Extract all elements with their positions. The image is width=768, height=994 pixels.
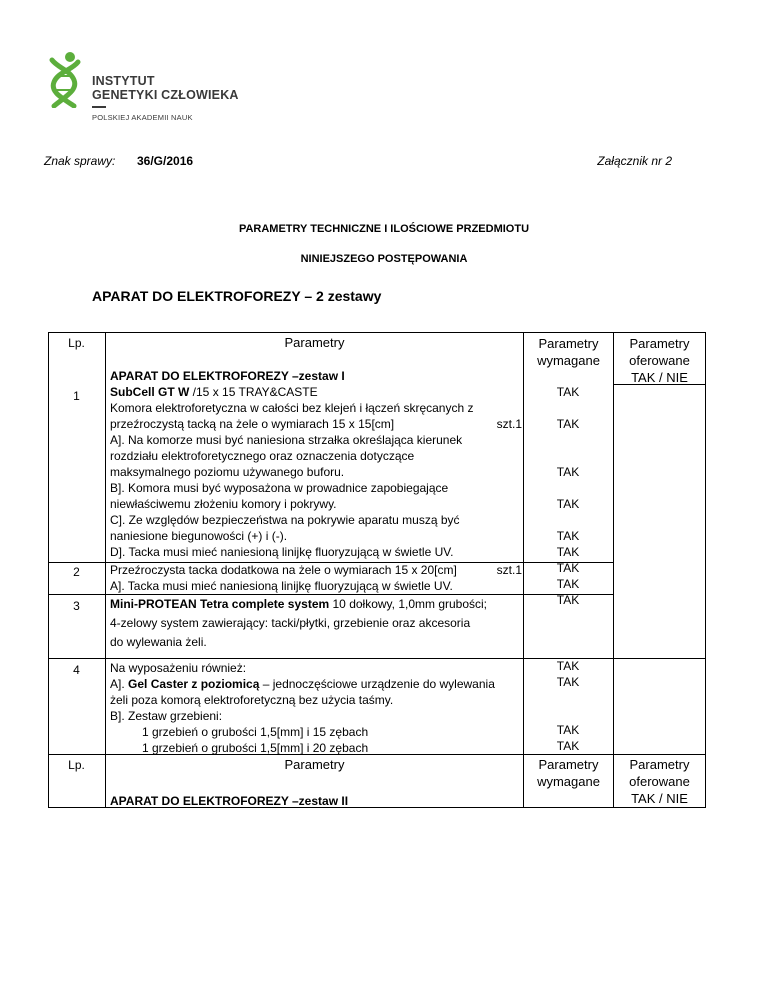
header-parameters: Parametry (284, 335, 345, 350)
header-offered-repeat (614, 756, 705, 807)
tak-12: TAK (556, 723, 580, 737)
row-1-line-7: B]. Komora musi być wyposażona w prowadnice zapobiegające (110, 481, 449, 495)
row-1-product-detail: /15 x 15 TRAY&CASTE (189, 385, 318, 399)
table-border-top (48, 332, 706, 333)
case-label: Znak sprawy: (44, 154, 116, 168)
row-4-line-4: B]. Zestaw grzebieni: (110, 709, 223, 723)
header-lp: Lp. (68, 336, 85, 350)
row-3-line-2: 4-zelowy system zawierający: tacki/płytki, grzebienie oraz akcesoria (110, 616, 471, 630)
tak-6: TAK (556, 545, 580, 559)
row-number-1: 1 (73, 389, 80, 403)
row-4-item-a-detail: – jednoczęściowe urządzenie do wylewania (259, 677, 495, 691)
row-3-product-name: Mini-PROTEAN Tetra complete system (110, 597, 330, 611)
header-required (524, 335, 613, 369)
column-divider-lp (105, 332, 106, 808)
tak-9: TAK (556, 593, 580, 607)
header-required-line-1: Parametry (538, 336, 599, 351)
row-1-line-9: C]. Ze względów bezpieczeństwa na pokrywie aparatu muszą być (110, 513, 460, 527)
row-number-3: 3 (73, 599, 80, 613)
document-title-line-1: PARAMETRY TECHNICZNE I ILOŚCIOWE PRZEDMIOTU (238, 223, 530, 235)
row-1-line-10: naniesione biegunowości (+) i (-). (110, 529, 288, 543)
row-1-line-2: Komora elektroforetyczna w całości bez klejeń i łączeń skręcanych z (110, 401, 474, 415)
tak-5: TAK (556, 529, 580, 543)
row-4-line-1: Na wyposażeniu również: (110, 661, 247, 675)
tak-7: TAK (556, 561, 580, 575)
row-1-spec (110, 384, 520, 560)
header-parameters-repeat: Parametry (284, 757, 345, 772)
row-4-line-3: żeli poza komorą elektroforetyczną bez użycia taśmy. (110, 693, 394, 707)
document-title-line-2: NINIEJSZEGO POSTĘPOWANIA (300, 253, 468, 265)
header-required-repeat-line-2: wymagane (537, 774, 600, 789)
row-4-comb-2: 1 grzebień o grubości 1,5[mm] i 20 zębach (142, 741, 369, 755)
row-4-spec (110, 660, 520, 756)
row-3-product-detail: 10 dołkowy, 1,0mm grubości; (329, 597, 488, 611)
header-required-line-2: wymagane (537, 353, 600, 368)
row-1-line-4: A]. Na komorze musi być naniesiona strzałka określająca kierunek (110, 433, 463, 447)
logo-line-3: POLSKIEJ AKADEMII NAUK (92, 113, 193, 122)
row-number-4: 4 (73, 663, 80, 677)
row-4-comb-1: 1 grzebień o grubości 1,5[mm] i 15 zębach (142, 725, 369, 739)
header-required-repeat-line-1: Parametry (538, 757, 599, 772)
logo-line-1: INSTYTUT (92, 74, 155, 88)
row-3-spec (110, 595, 520, 652)
parameters-table (48, 332, 706, 808)
tak-10: TAK (556, 659, 580, 673)
row-1-product-name: SubCell GT W (110, 385, 190, 399)
row-1-line-8: niewłaściwemu złożeniu komory i pokrywy. (110, 497, 337, 511)
set-1-title: APARAT DO ELEKTROFOREZY –zestaw I (110, 369, 345, 383)
logo-divider (92, 106, 106, 108)
header-offered-repeat-line-1: Parametry (629, 757, 690, 772)
row-2-spec (110, 562, 520, 594)
case-number: 36/G/2016 (137, 154, 194, 168)
institute-logo (44, 50, 244, 122)
row-1-line-11: D]. Tacka musi mieć naniesioną linijkę fluoryzującą w świetle UV. (110, 545, 454, 559)
header-offered-repeat-line-2: oferowane (629, 774, 690, 789)
row-1-line-6: maksymalnego poziomu używanego buforu. (110, 465, 345, 479)
row-2-line-2: A]. Tacka musi mieć naniesioną linijkę fluoryzującą w świetle UV. (110, 579, 453, 593)
tak-3: TAK (556, 465, 580, 479)
dna-figure-icon (44, 50, 84, 108)
row-4-item-a-name: Gel Caster z poziomicą (128, 677, 260, 691)
tak-4: TAK (556, 497, 580, 511)
header-offered (614, 335, 705, 386)
header-offered-line-3: TAK / NIE (631, 370, 688, 385)
header-lp-repeat: Lp. (68, 758, 85, 772)
set-2-title: APARAT DO ELEKTROFOREZY –zestaw II (110, 794, 349, 808)
row-3-line-3: do wylewania żeli. (110, 635, 207, 649)
attachment-label: Załącznik nr 2 (597, 154, 672, 168)
tak-13: TAK (556, 739, 580, 753)
row-1-line-3: przeźroczystą tacką na żele o wymiarach 15 x 15[cm] (110, 417, 395, 431)
row-4-item-a-prefix: A]. (110, 677, 129, 691)
header-offered-line-1: Parametry (629, 336, 690, 351)
row-2-quantity: szt.1 (496, 563, 522, 577)
row-1-line-5: rozdziału elektroforetycznego oraz oznaczenia dotyczące (110, 449, 415, 463)
row-1-quantity: szt.1 (496, 417, 522, 431)
logo-line-2: GENETYKI CZŁOWIEKA (92, 88, 239, 102)
row-number-2: 2 (73, 565, 80, 579)
section-title: APARAT DO ELEKTROFOREZY – 2 zestawy (92, 288, 382, 304)
table-border-right (705, 332, 706, 808)
tak-11: TAK (556, 675, 580, 689)
tak-1: TAK (556, 385, 580, 399)
row-2-line-1: Przeźroczysta tacka dodatkowa na żele o wymiarach 15 x 20[cm] (110, 563, 457, 577)
header-offered-repeat-line-3: TAK / NIE (631, 791, 688, 806)
header-required-repeat (524, 756, 613, 790)
tak-8: TAK (556, 577, 580, 591)
column-divider-required (613, 332, 614, 808)
tak-2: TAK (556, 417, 580, 431)
header-offered-line-2: oferowane (629, 353, 690, 368)
